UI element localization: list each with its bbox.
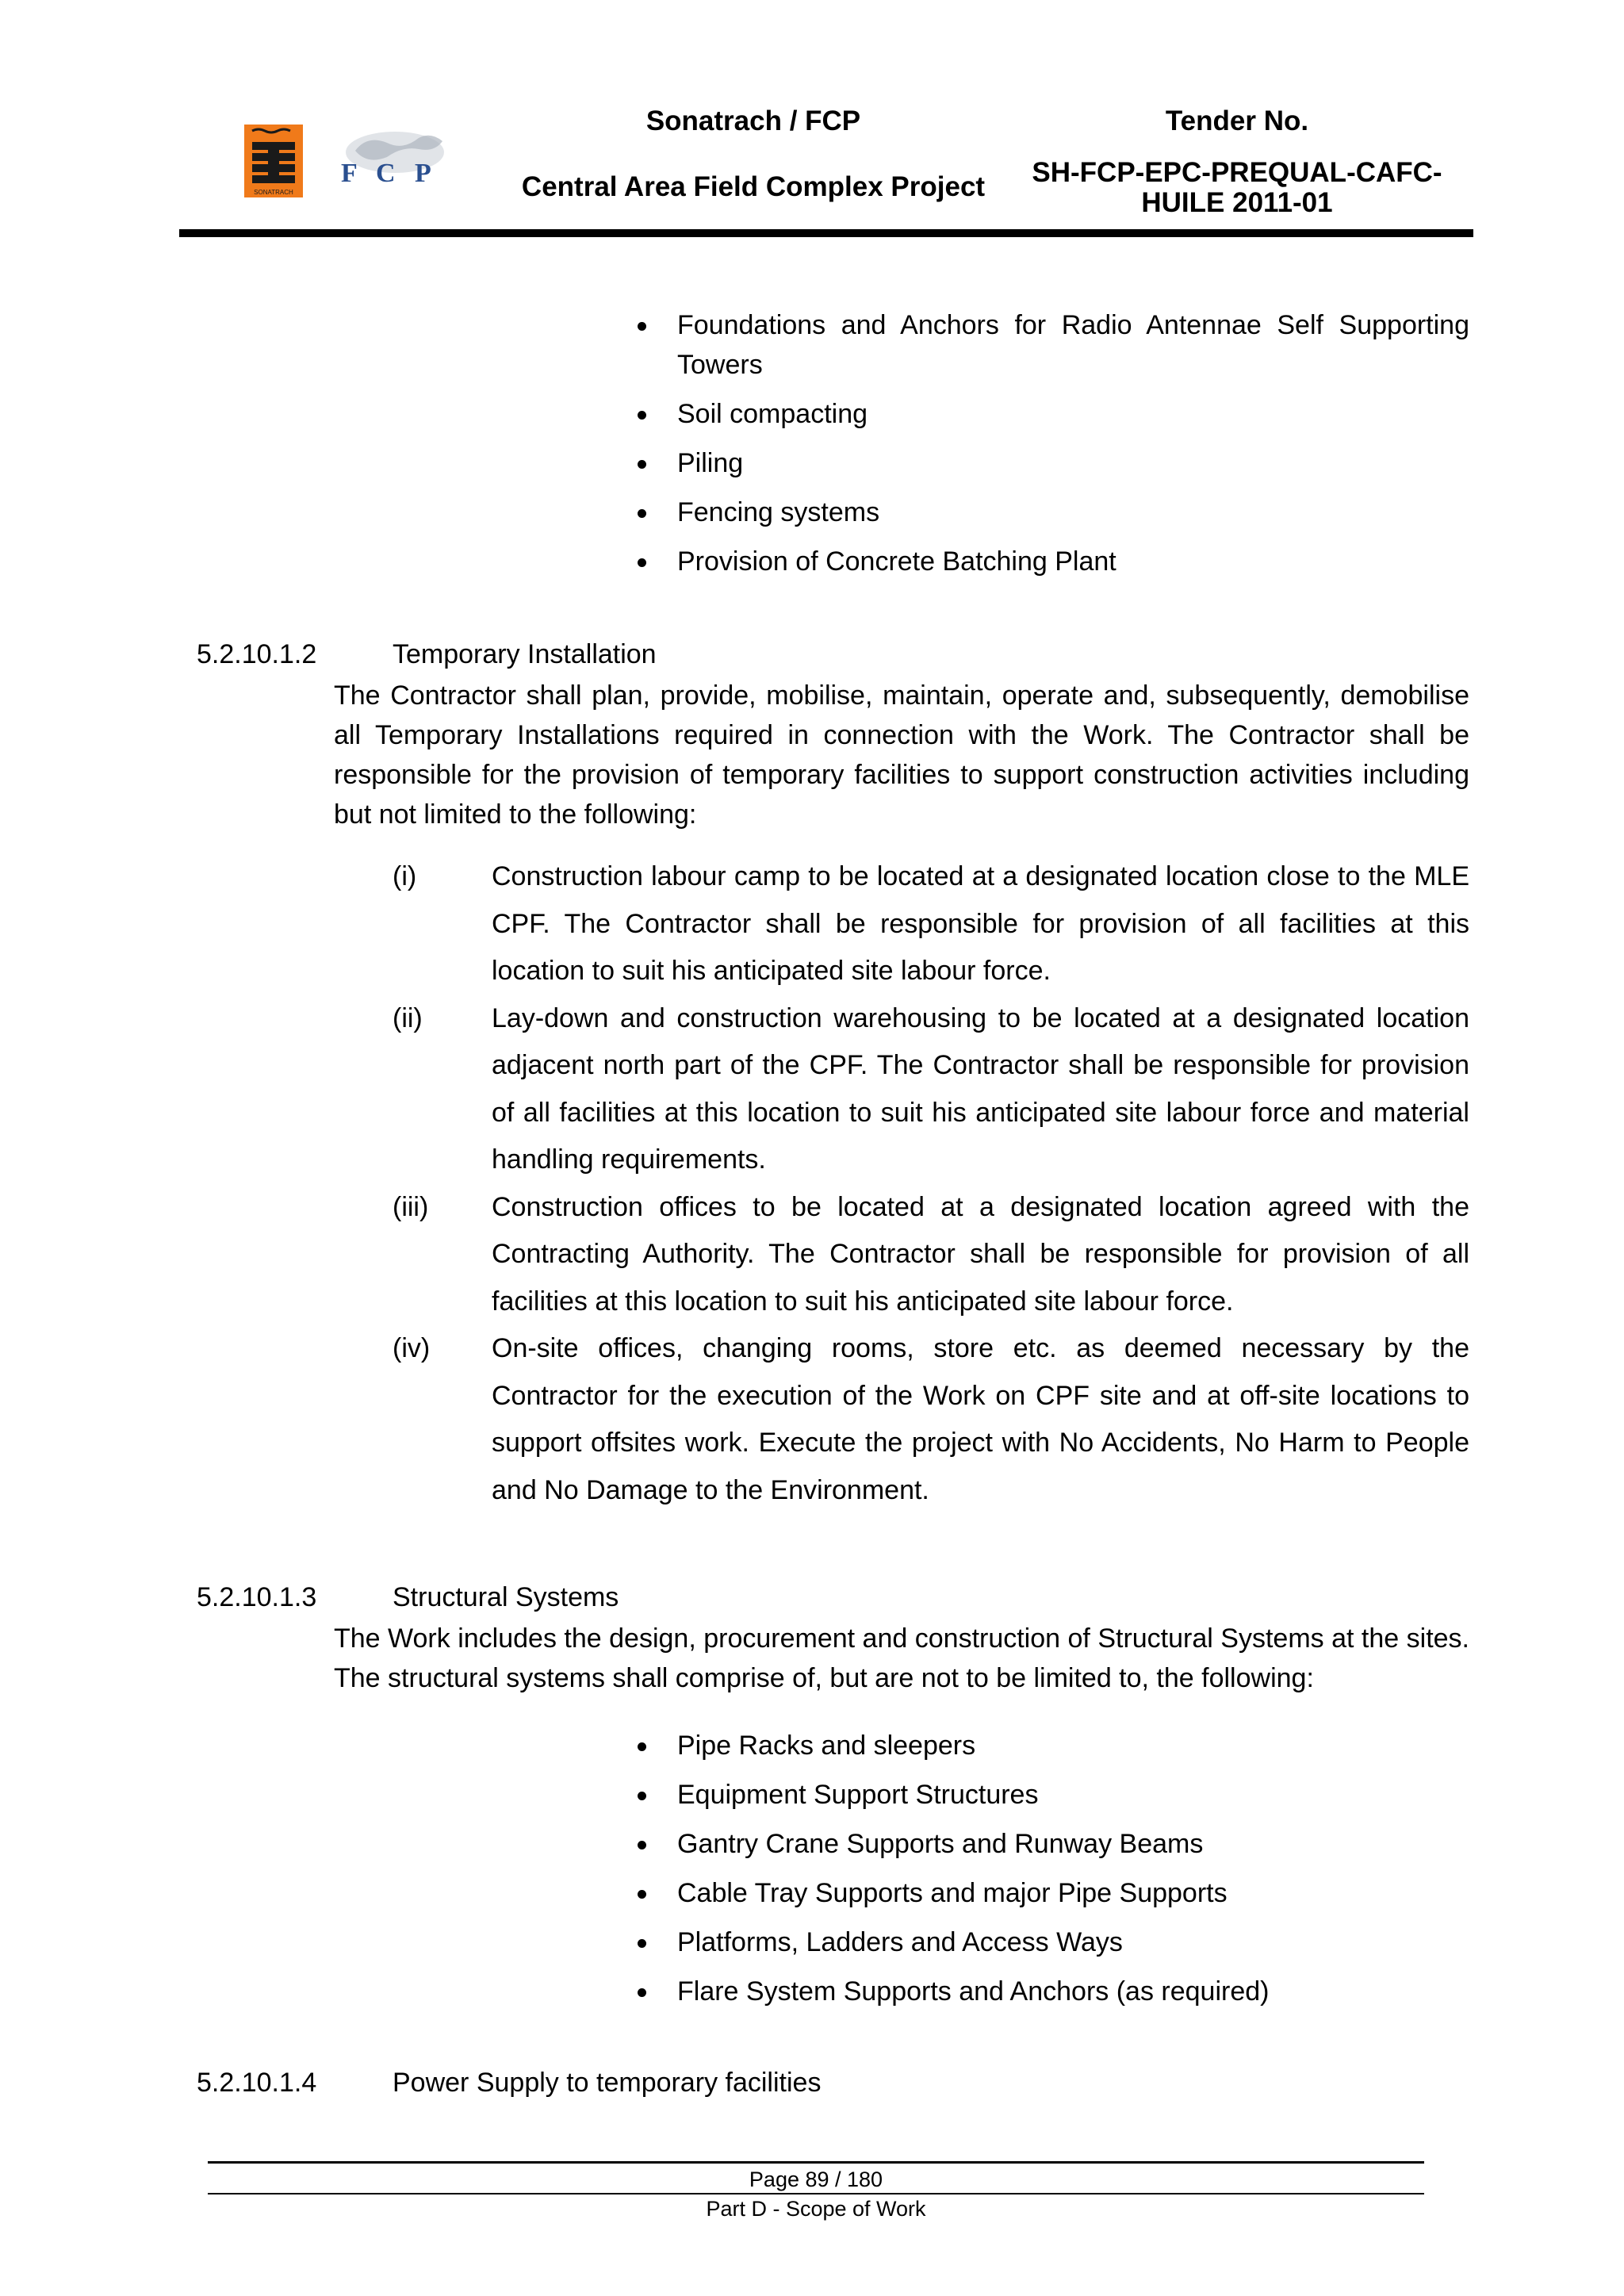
list-marker: (ii) xyxy=(393,1002,423,1033)
document-part: Part D - Scope of Work xyxy=(706,2197,926,2221)
tender-number-line2: HUILE 2011-01 xyxy=(1141,187,1333,218)
header-divider xyxy=(179,229,1473,237)
bullet-dot xyxy=(638,322,646,331)
company-title: Sonatrach / FCP xyxy=(645,105,861,136)
bullet-dot xyxy=(638,460,646,469)
page-header xyxy=(0,0,1624,246)
list-item: Pipe Racks and sleepers xyxy=(633,1726,1469,1765)
section-number: 5.2.10.1.3 xyxy=(197,1582,317,1612)
fcp-logo-text: F C P xyxy=(341,159,438,188)
section-title: Power Supply to temporary facilities xyxy=(393,2068,822,2098)
fcp-logo xyxy=(331,127,450,198)
list-item: Cable Tray Supports and major Pipe Supports xyxy=(633,1873,1469,1913)
list-item: (i) Construction labour camp to be located at a designated location close to the MLE CPF. The Contractor shall be responsible for provision of all facilities at this location to suit his anticipated site labour force. xyxy=(393,853,1469,995)
project-title: Central Area Field Complex Project xyxy=(521,171,986,202)
list-item: (iv) On-site offices, changing rooms, store etc. as deemed necessary by the Contractor for the execution of the Work on CPF site and at off-site locations to support offsites work. Execute the project with No Accidents, No Harm to People and No Damage to the Environment. xyxy=(393,1325,1469,1514)
list-item: Piling xyxy=(633,443,1469,483)
list-item: (iii) Construction offices to be located at a designated location agreed with the Contracting Authority. The Contractor shall be responsible for provision of all facilities at this location to suit his anticipated site labour force. xyxy=(393,1184,1469,1326)
bullet-list-top xyxy=(633,305,1469,591)
bullet-dot xyxy=(638,1939,646,1948)
list-item: Gantry Crane Supports and Runway Beams xyxy=(633,1824,1469,1864)
page-number: Page 89 / 180 xyxy=(749,2168,883,2191)
bullet-dot xyxy=(638,411,646,420)
section-number: 5.2.10.1.4 xyxy=(197,2068,317,2098)
list-item: Platforms, Ladders and Access Ways xyxy=(633,1922,1469,1962)
bullet-dot xyxy=(638,1742,646,1751)
list-marker: (i) xyxy=(393,861,417,891)
section-title: Temporary Installation xyxy=(393,639,657,669)
bullet-dot xyxy=(638,558,646,567)
list-item: Provision of Concrete Batching Plant xyxy=(633,542,1469,581)
list-item: Foundations and Anchors for Radio Antennae Self Supporting Towers xyxy=(633,305,1469,385)
sonatrach-logo-text: SONATRACH xyxy=(254,189,293,196)
bullet-list-structural xyxy=(633,1726,1469,2021)
list-item: Soil compacting xyxy=(633,394,1469,434)
list-item: Equipment Support Structures xyxy=(633,1775,1469,1815)
bullet-dot xyxy=(638,1792,646,1800)
bullet-dot xyxy=(638,1841,646,1849)
section-paragraph: The Contractor shall plan, provide, mobilise, maintain, operate and, subsequently, demobilise all Temporary Installations required in connection with the Work. The Contractor shall be responsible for the provision of temporary facilities to support construction activities including but not limited to the following: xyxy=(334,680,1469,830)
list-item: Fencing systems xyxy=(633,493,1469,532)
tender-number-line1: SH-FCP-EPC-PREQUAL-CAFC- xyxy=(1032,157,1442,188)
bullet-dot xyxy=(638,509,646,518)
bullet-dot xyxy=(638,1988,646,1997)
sonatrach-logo xyxy=(244,125,303,197)
list-marker: (iii) xyxy=(393,1191,429,1222)
bullet-dot xyxy=(638,1890,646,1899)
section-number: 5.2.10.1.2 xyxy=(197,639,317,669)
section-title: Structural Systems xyxy=(393,1582,619,1612)
tender-label: Tender No. xyxy=(1165,105,1309,136)
page-footer xyxy=(208,2161,1424,2240)
list-marker: (iv) xyxy=(393,1333,431,1363)
list-item: (ii) Lay-down and construction warehousing to be located at a designated location adjacent north part of the CPF. The Contractor shall be responsible for provision of all facilities at this location to suit his anticipated site labour force and material handling requirements. xyxy=(393,995,1469,1184)
footer-top-rule xyxy=(208,2161,1424,2164)
list-item: Flare System Supports and Anchors (as required) xyxy=(633,1972,1469,2011)
numbered-list xyxy=(393,853,1469,1514)
footer-mid-rule xyxy=(208,2193,1424,2194)
section-paragraph: The Work includes the design, procurement and construction of Structural Systems at the sites. The structural systems shall comprise of, but are not to be limited to, the following: xyxy=(334,1623,1469,1693)
